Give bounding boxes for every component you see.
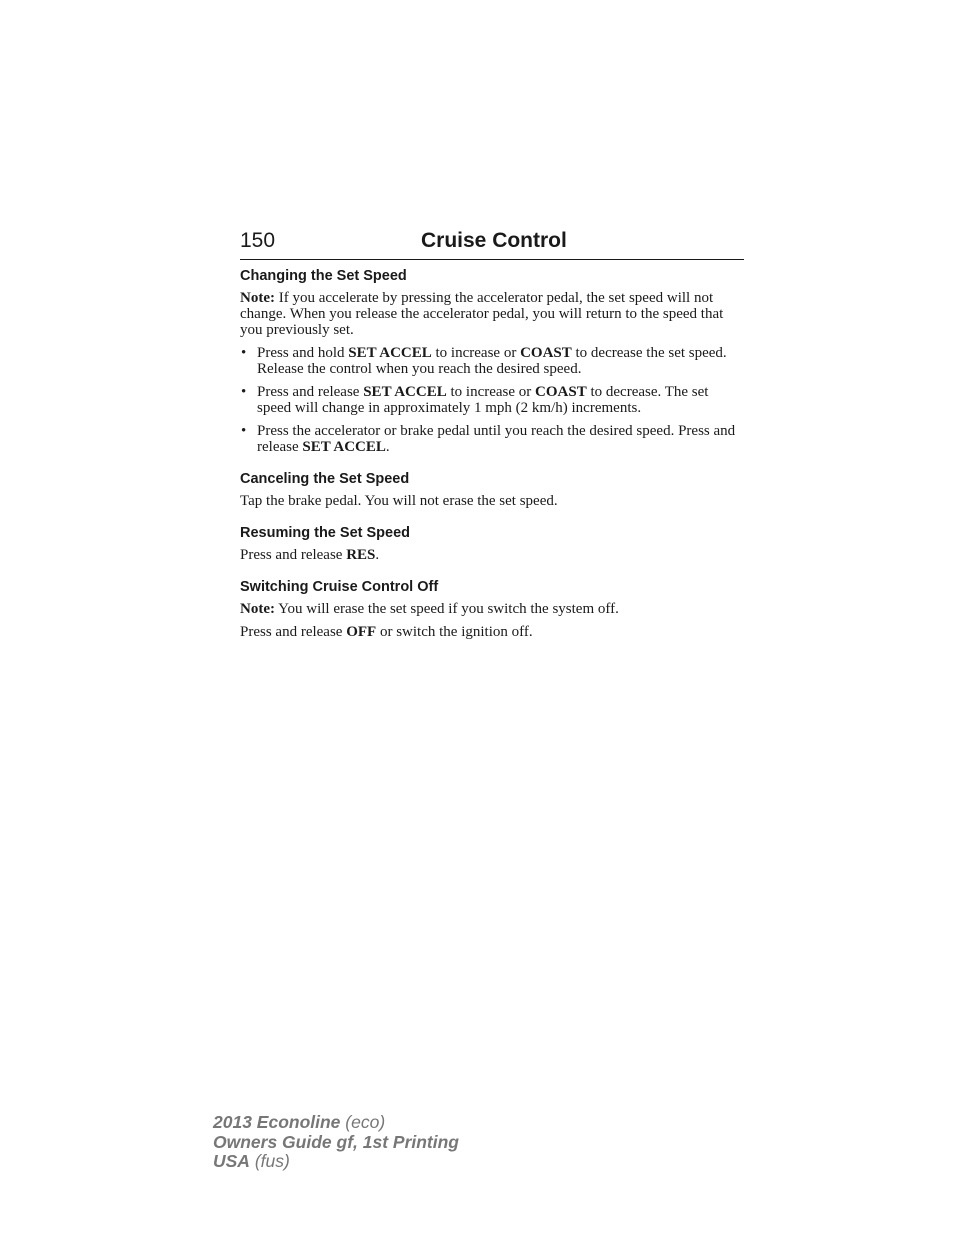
note-label: Note: [240, 290, 275, 306]
footer-line-guide: Owners Guide gf, 1st Printing [213, 1131, 459, 1152]
page-number: 150 [240, 229, 276, 252]
paragraph-resuming-set-speed: Press and release RES. [240, 547, 380, 563]
section-heading-changing-set-speed: Changing the Set Speed [240, 268, 407, 284]
note-changing-set-speed [240, 290, 744, 338]
section-heading-switching-off: Switching Cruise Control Off [240, 579, 439, 595]
paragraph-switching-off: Press and release OFF or switch the ignition off. [240, 624, 533, 640]
bullet-marker: • [241, 384, 247, 400]
bullet-text: Press and release SET ACCEL to increase or COAST to decrease. The set speed will change in approximately 1 mph (2 km/h) increments. [257, 384, 709, 416]
bullet-marker: • [241, 423, 247, 439]
note-switching-off [240, 601, 744, 617]
bullet-item-press-and-hold [240, 345, 744, 377]
footer-line-model: 2013 Econoline (eco) [213, 1112, 386, 1132]
bullet-text: Press the accelerator or brake pedal until you reach the desired speed. Press and release SET ACCEL. [257, 423, 736, 455]
note-label: Note: [240, 601, 275, 617]
page-content [240, 267, 744, 647]
section-heading-canceling-set-speed: Canceling the Set Speed [240, 471, 410, 487]
note-text: You will erase the set speed if you switch the system off. [274, 601, 619, 617]
bullet-text: Press and hold SET ACCEL to increase or COAST to decrease the set speed. Release the control when you reach the desired speed. [257, 345, 727, 377]
bullet-marker: • [241, 345, 247, 361]
page-header [240, 229, 744, 260]
paragraph-canceling-set-speed: Tap the brake pedal. You will not erase the set speed. [240, 493, 558, 509]
note-text: If you accelerate by pressing the accelerator pedal, the set speed will not change. When you release the accelerator pedal, you will return to the speed that you previously set. [240, 290, 724, 338]
section-heading-resuming-set-speed: Resuming the Set Speed [240, 525, 411, 541]
document-footer [213, 1113, 459, 1172]
bullet-item-press-and-release [240, 384, 744, 416]
page-title: Cruise Control [421, 229, 567, 252]
footer-line-region: USA (fus) [213, 1151, 290, 1171]
bullet-item-press-pedal [240, 423, 744, 455]
bullet-list-changing-set-speed [240, 345, 744, 455]
